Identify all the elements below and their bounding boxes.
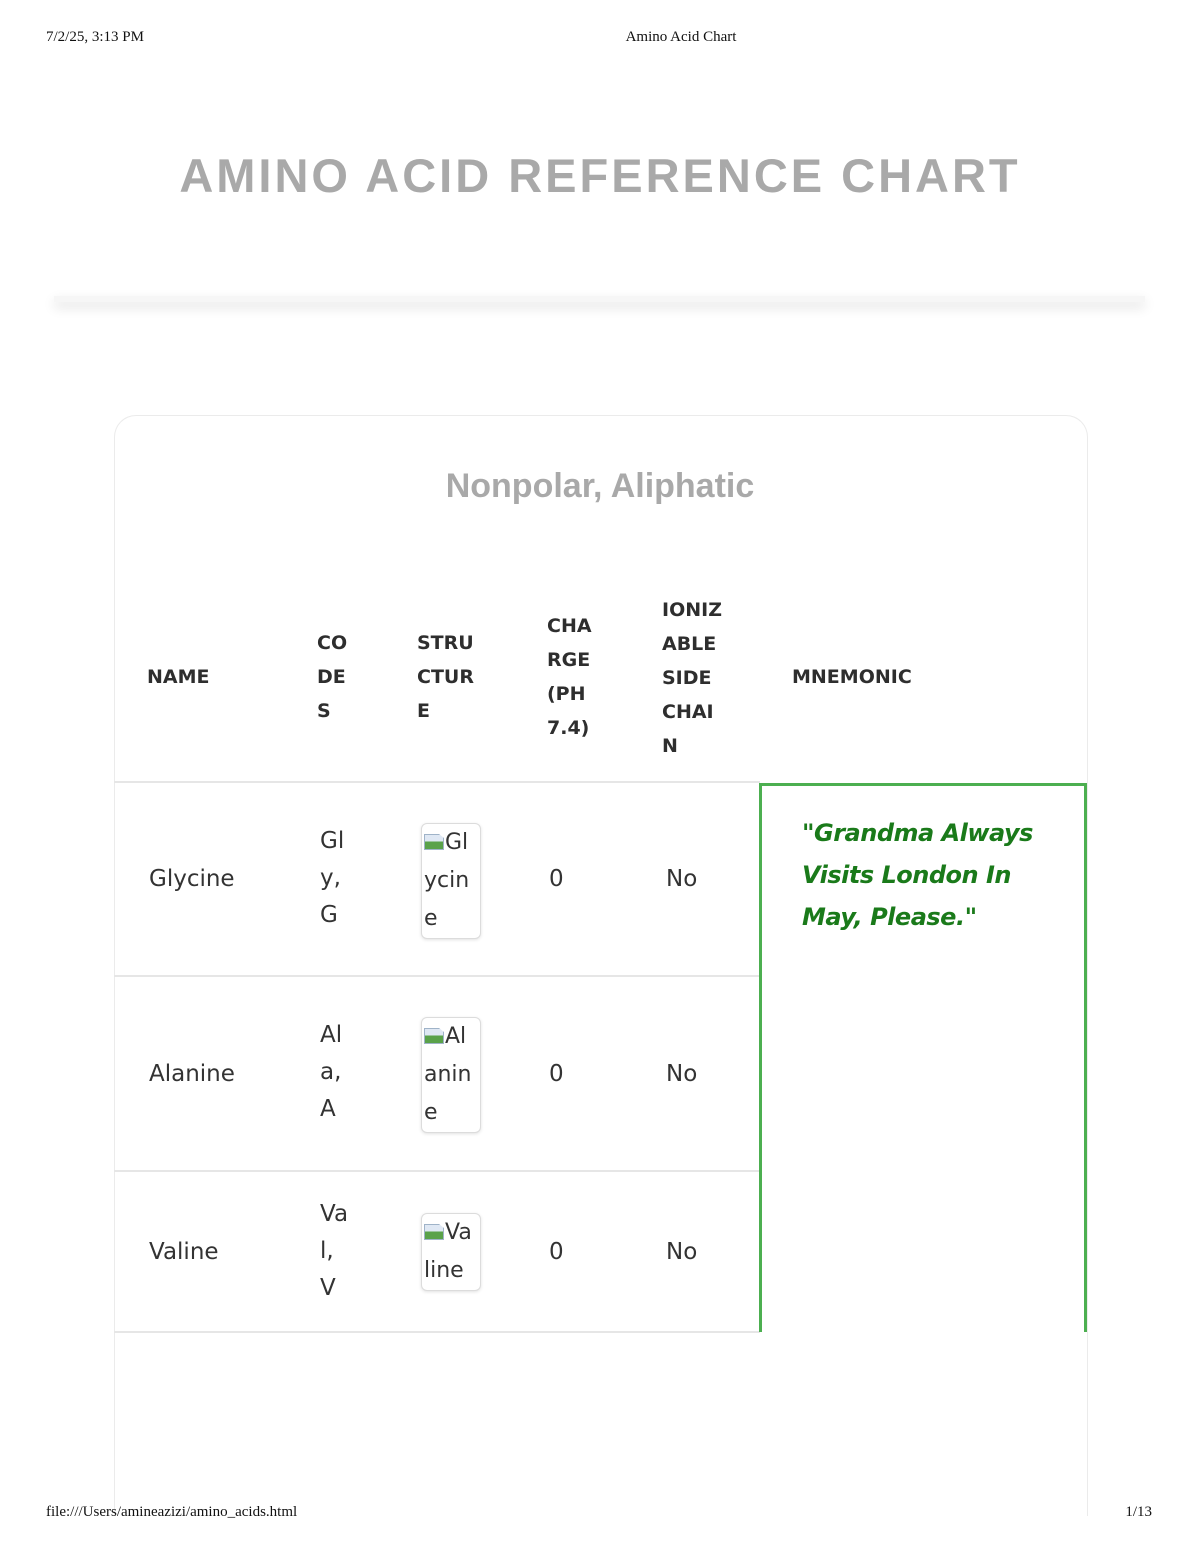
- row-codes-valine: Va l, V: [320, 1201, 349, 1301]
- row-name-valine: Valine: [149, 1239, 219, 1265]
- print-url: file:///Users/amineazizi/amino_acids.html: [46, 1504, 298, 1520]
- header-structure: STRU CTUR E: [417, 632, 474, 722]
- broken-image-icon: [424, 1028, 444, 1044]
- header-ionizable-side-chain: IONIZ ABLE SIDE CHAI N: [662, 599, 722, 757]
- row-divider: [114, 975, 760, 977]
- structure-image-alanine: Al anin e: [421, 1017, 481, 1133]
- row-codes-alanine: Al a, A: [320, 1022, 343, 1122]
- title-divider: [54, 296, 1145, 302]
- row-charge-alanine: 0: [549, 1061, 564, 1087]
- row-name-alanine: Alanine: [149, 1061, 235, 1087]
- header-charge: CHA RGE (PH 7.4): [547, 615, 592, 739]
- page-title: AMINO ACID REFERENCE CHART: [179, 149, 1021, 202]
- header-codes: CO DE S: [317, 632, 348, 722]
- header-divider: [114, 781, 760, 783]
- row-ionizable-valine: No: [666, 1239, 698, 1265]
- print-datetime: 7/2/25, 3:13 PM: [46, 29, 144, 45]
- header-name: NAME: [147, 666, 210, 688]
- section-title: Nonpolar, Aliphatic: [445, 467, 755, 505]
- row-divider: [114, 1170, 760, 1172]
- row-name-glycine: Glycine: [149, 866, 235, 892]
- mnemonic-text: "Grandma Always Visits London In May, Please.": [802, 819, 1033, 931]
- row-charge-glycine: 0: [549, 866, 564, 892]
- row-ionizable-alanine: No: [666, 1061, 698, 1087]
- row-charge-valine: 0: [549, 1239, 564, 1265]
- row-ionizable-glycine: No: [666, 866, 698, 892]
- structure-image-valine: Va line: [421, 1213, 481, 1291]
- structure-image-glycine: Gl ycin e: [421, 823, 481, 939]
- row-divider: [114, 1331, 760, 1333]
- header-mnemonic: MNEMONIC: [792, 666, 912, 688]
- broken-image-icon: [424, 1224, 444, 1240]
- row-codes-glycine: Gl y, G: [320, 828, 345, 928]
- print-page-title: Amino Acid Chart: [625, 29, 737, 45]
- broken-image-icon: [424, 834, 444, 850]
- print-page-number: 1/13: [1125, 1504, 1152, 1520]
